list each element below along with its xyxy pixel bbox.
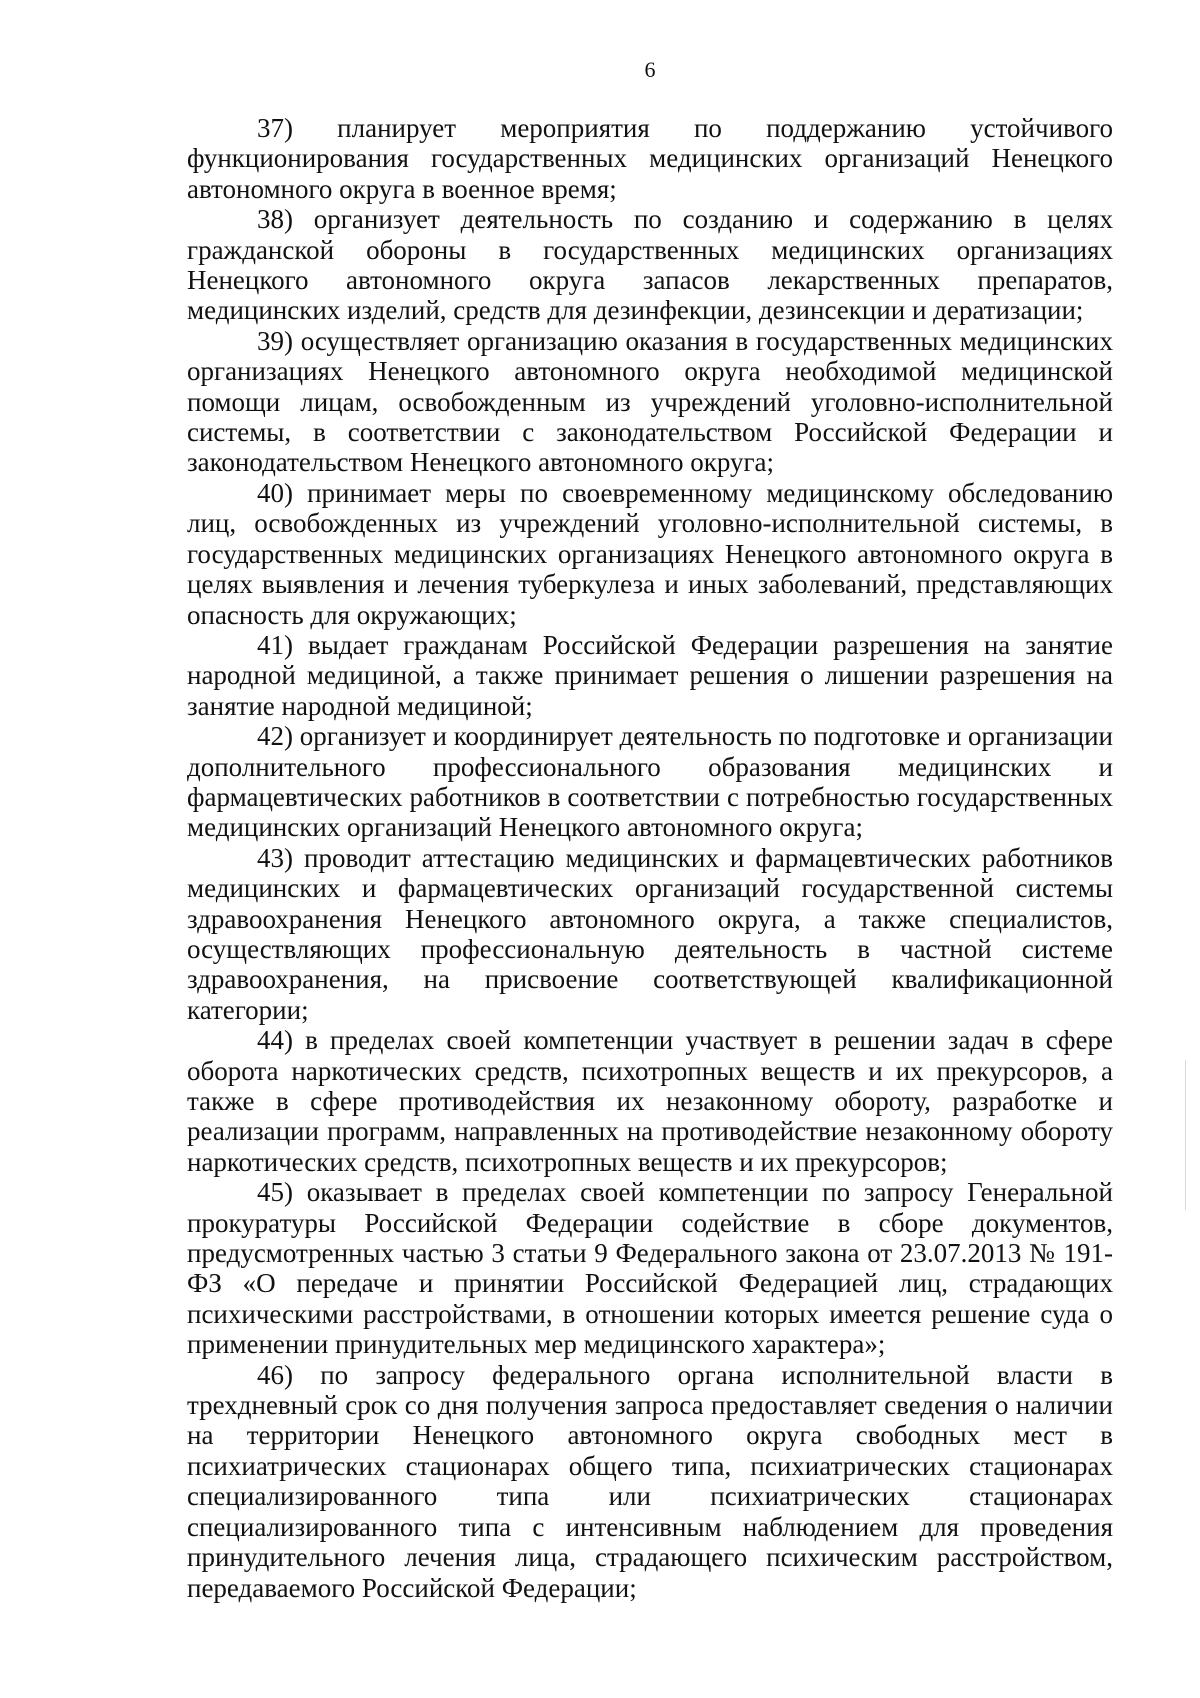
paragraph-45: 45) оказывает в пределах своей компетенции по запросу Генеральной прокуратуры Российской Федерации содействие в сборе документов, предусмотренных частью 3 статьи 9 Федерального закона от 23.07.2013 № 191-ФЗ «О передаче и принятии Российской Федерацией лиц, страдающих психическими расстройствами, в отношении которых имеется решение суда о применении принудительных мер медицинского характера»; — [187, 1177, 1113, 1360]
page-number: 6 — [644, 57, 656, 82]
paragraph-43: 43) проводит аттестацию медицинских и фармацевтических работников медицинских и фармацевтических организаций государственной системы здравоохранения Ненецкого автономного округа, а также специалистов, осуществляющих профессиональную деятельность в частной системе здравоохранения, на присвоение соответствующей квалификационной категории; — [187, 842, 1113, 1025]
paragraph-44: 44) в пределах своей компетенции участвует в решении задач в сфере оборота наркотических средств, психотропных веществ и их прекурсоров, а также в сфере противодействия их незаконному обороту, разработке и реализации программ, направленных на противодействие незаконному обороту наркотических средств, психотропных веществ и их прекурсоров; — [187, 1025, 1113, 1177]
paragraph-40: 40) принимает меры по своевременному медицинскому обследованию лиц, освобожденных из учреждений уголовно-исполнительной системы, в государственных медицинских организациях Ненецкого автономного округа в целях выявления и лечения туберкулеза и иных заболеваний, представляющих опасность для окружающих; — [187, 477, 1113, 630]
scan-edge-mark — [1185, 1060, 1186, 1210]
paragraph-38: 38) организует деятельность по созданию и содержанию в целях гражданской обороны в государственных медицинских организациях Ненецкого автономного округа запасов лекарственных препаратов, медицинских изделий, средств для дезинфекции, дезинсекции и дератизации; — [187, 204, 1113, 326]
paragraph-39: 39) осуществляет организацию оказания в государственных медицинских организациях Ненецкого автономного округа необходимой медицинской помощи лицам, освобожденным из учреждений уголовно-исполнительной системы, в соответствии с законодательством Российской Федерации и законодательством Ненецкого автономного округа; — [187, 325, 1113, 478]
paragraph-42: 42) организует и координирует деятельность по подготовке и организации дополнительного профессионального образования медицинских и фармацевтических работников в соответствии с потребностью государственных медицинских организаций Ненецкого автономного округа; — [187, 721, 1113, 843]
paragraph-37: 37) планирует мероприятия по поддержанию устойчивого функционирования государственных медицинских организаций Ненецкого автономного округа в военное время; — [187, 113, 1113, 204]
document-body — [187, 113, 1113, 1603]
paragraph-41: 41) выдает гражданам Российской Федерации разрешения на занятие народной медициной, а также принимает решения о лишении разрешения на занятие народной медициной; — [187, 629, 1113, 721]
paragraph-46: 46) по запросу федерального органа исполнительной власти в трехдневный срок со дня получения запроса предоставляет сведения о наличии на территории Ненецкого автономного округа свободных мест в психиатрических стационарах общего типа, психиатрических стационарах специализированного типа или психиатрических стационарах специализированного типа с интенсивным наблюдением для проведения принудительного лечения лица, страдающего психическим расстройством, передаваемого Российской Федерации; — [187, 1359, 1113, 1603]
